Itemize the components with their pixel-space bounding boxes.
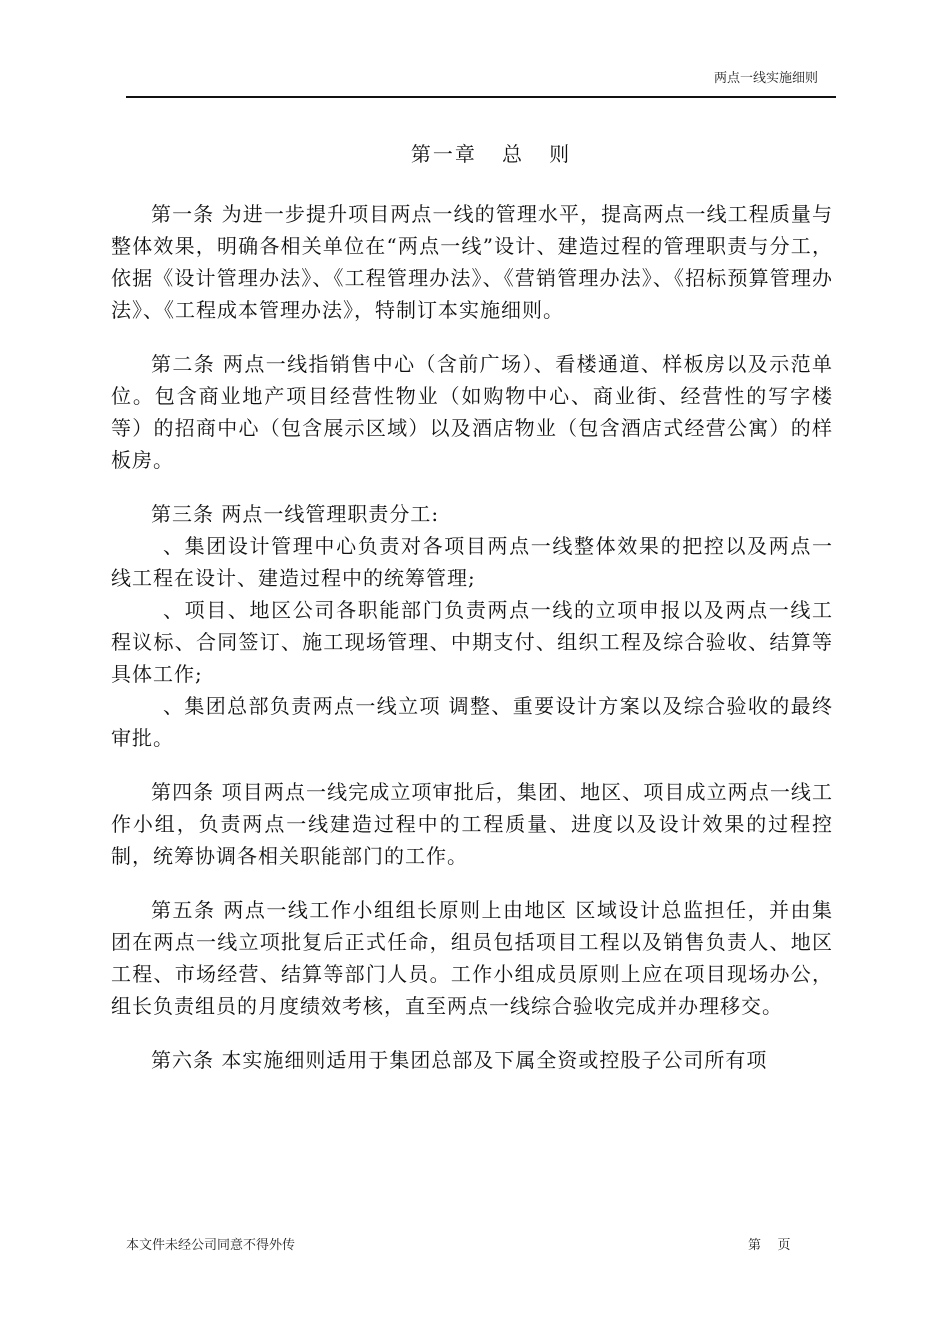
article-4: 第四条 项目两点一线完成立项审批后，集团、地区、项目成立两点一线工作小组，负责两点一线建造过程中的工程质量、进度以及设计效果的过程控制，统筹协调各相关职能部门的工作。 [111,780,833,868]
document-body [111,198,833,1098]
article-3-item-3: 、集团总部负责两点一线立项 调整、重要设计方案以及综合验收的最终审批。 [111,694,833,750]
header-title: 两点一线实施细则 [713,71,818,86]
article-3-item-2: 、项目、地区公司各职能部门负责两点一线的立项申报以及两点一线工程议标、合同签订、施工现场管理、中期支付、组织工程及综合验收、结算等具体工作; [111,598,833,686]
chapter-title: 第一章 总 则 [410,142,572,166]
header-rule [126,96,836,98]
article-3-item-1: 、集团设计管理中心负责对各项目两点一线整体效果的把控以及两点一线工程在设计、建造过程中的统筹管理; [111,534,833,590]
footer-notice: 本文件未经公司同意不得外传 [126,1238,296,1253]
article-2: 第二条 两点一线指销售中心（含前广场）、看楼通道、样板房以及示范单位。包含商业地产项目经营性物业（如购物中心、商业街、经营性的写字楼等）的招商中心（包含展示区域）以及酒店物业（包含酒店式经营公寓）的样板房。 [111,352,833,472]
article-3: 第三条 两点一线管理职责分工: [151,502,440,526]
footer-page-number: 第 页 [748,1238,791,1253]
article-1: 第一条 为进一步提升项目两点一线的管理水平，提高两点一线工程质量与整体效果，明确各相关单位在“两点一线”设计、建造过程的管理职责与分工，依据《设计管理办法》、《工程管理办法》、《营销管理办法》、《招标预算管理办法》、《工程成本管理办法》，特制订本实施细则。 [111,202,833,322]
article-5: 第五条 两点一线工作小组组长原则上由地区 区域设计总监担任，并由集团在两点一线立项批复后正式任命，组员包括项目工程以及销售负责人、地区工程、市场经营、结算等部门人员。工作小组成员原则上应在项目现场办公，组长负责组员的月度绩效考核，直至两点一线综合验收完成并办理移交。 [111,898,833,1018]
article-6: 第六条 本实施细则适用于集团总部及下属全资或控股子公司所有项 [151,1048,768,1072]
